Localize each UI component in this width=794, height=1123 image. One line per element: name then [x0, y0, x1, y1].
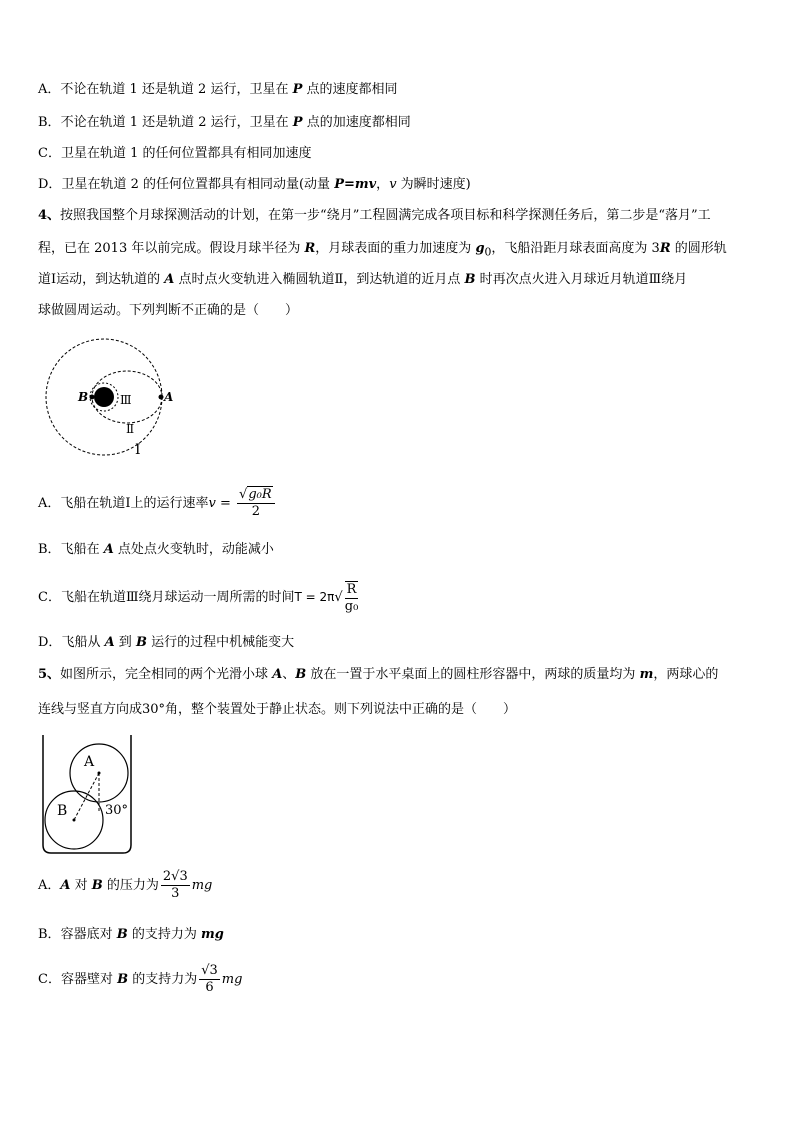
q5-option-c-fraction: $\frac{√3}{6}$ [201, 963, 218, 995]
label-b: B [78, 390, 89, 404]
label-orbit-1: Ⅰ [135, 442, 141, 458]
q4-stem-line4: 球做圆周运动。下列判断不正确的是（ ） [38, 303, 299, 318]
q4-option-c-fraction: $\frac{R}{\text{g₀}}$ [344, 581, 359, 614]
q4-stem-line3: 道Ⅰ运动，到达轨道的 A 点时点火变轨进入椭圆轨道Ⅱ，到达轨道的近月点 B 时再次点火进入月球近月轨道Ⅲ绕月 [38, 272, 688, 287]
q4-option-b: B．飞船在 A 点处点火变轨时，动能减小 [38, 542, 274, 557]
q5-stem-line2: 连线与竖直方向成30°角，整个装置处于静止状态。则下列说法中正确的是（ ） [38, 702, 517, 717]
q4-option-a: A．飞船在轨道Ⅰ上的运行速率v = $\frac{\text{√g₀R}}{2}$ [38, 486, 277, 522]
q4-stem-line2: 程，已在 2013 年以前完成。假设月球半径为 R，月球表面的重力加速度为 $g_0$，飞船沿距月球表面高度为 3R 的圆形轨 [38, 241, 727, 259]
q3-option-a: A．不论在轨道 1 还是轨道 2 运行，卫星在 P 点的速度都相同 [38, 82, 398, 97]
q4-option-d: D．飞船从 A 到 B 运行的过程中机械能变大 [38, 635, 295, 650]
q5-option-a: A．A 对 B 的压力为 $\frac{2√3}{3}$ mg [38, 869, 213, 901]
ball-b-label: B [57, 803, 68, 819]
center-line [74, 773, 99, 820]
q4-option-a-fraction: $\frac{\text{√g₀R}}{2}$ [237, 487, 275, 520]
angle-label: 30° [105, 803, 129, 818]
q4-option-c: C．飞船在轨道Ⅲ绕月球运动一周所需的时间T = 2π√ $\frac{R}{\text{g₀}}$ [38, 581, 359, 614]
label-a: A [164, 390, 174, 404]
q5-option-b: B．容器底对 B 的支持力为 mg [38, 927, 224, 942]
ball-a-label: A [84, 754, 95, 770]
q4-orbit-diagram [38, 330, 198, 465]
q5-option-c: C．容器壁对 B 的支持力为 $\frac{√3}{6}$ mg [38, 963, 243, 995]
q5-container-diagram [38, 733, 138, 858]
center-b-dot [73, 819, 76, 822]
q3-option-d: D．卫星在轨道 2 的任何位置都具有相同动量(动量 P=mv，v 为瞬时速度) [38, 177, 471, 192]
label-orbit-3: Ⅲ [120, 393, 132, 407]
point-b-dot [90, 395, 95, 400]
moon-body [94, 387, 114, 407]
point-a-dot [159, 395, 164, 400]
q3-option-c: C．卫星在轨道 1 的任何位置都具有相同加速度 [38, 146, 312, 161]
label-orbit-2: Ⅱ [126, 422, 135, 436]
q5-stem-line1: 5、如图所示，完全相同的两个光滑小球 A、B 放在一置于水平桌面上的圆柱形容器中，两球的质量均为 m，两球心的 [38, 667, 719, 682]
center-a-dot [98, 772, 101, 775]
q3-option-b: B．不论在轨道 1 还是轨道 2 运行，卫星在 P 点的加速度都相同 [38, 115, 411, 130]
q4-stem-line1: 4、按照我国整个月球探测活动的计划，在第一步“绕月”工程圆满完成各项目标和科学探测任务后，第二步是“落月”工 [38, 208, 711, 223]
q5-option-a-fraction: $\frac{2√3}{3}$ [162, 869, 188, 901]
